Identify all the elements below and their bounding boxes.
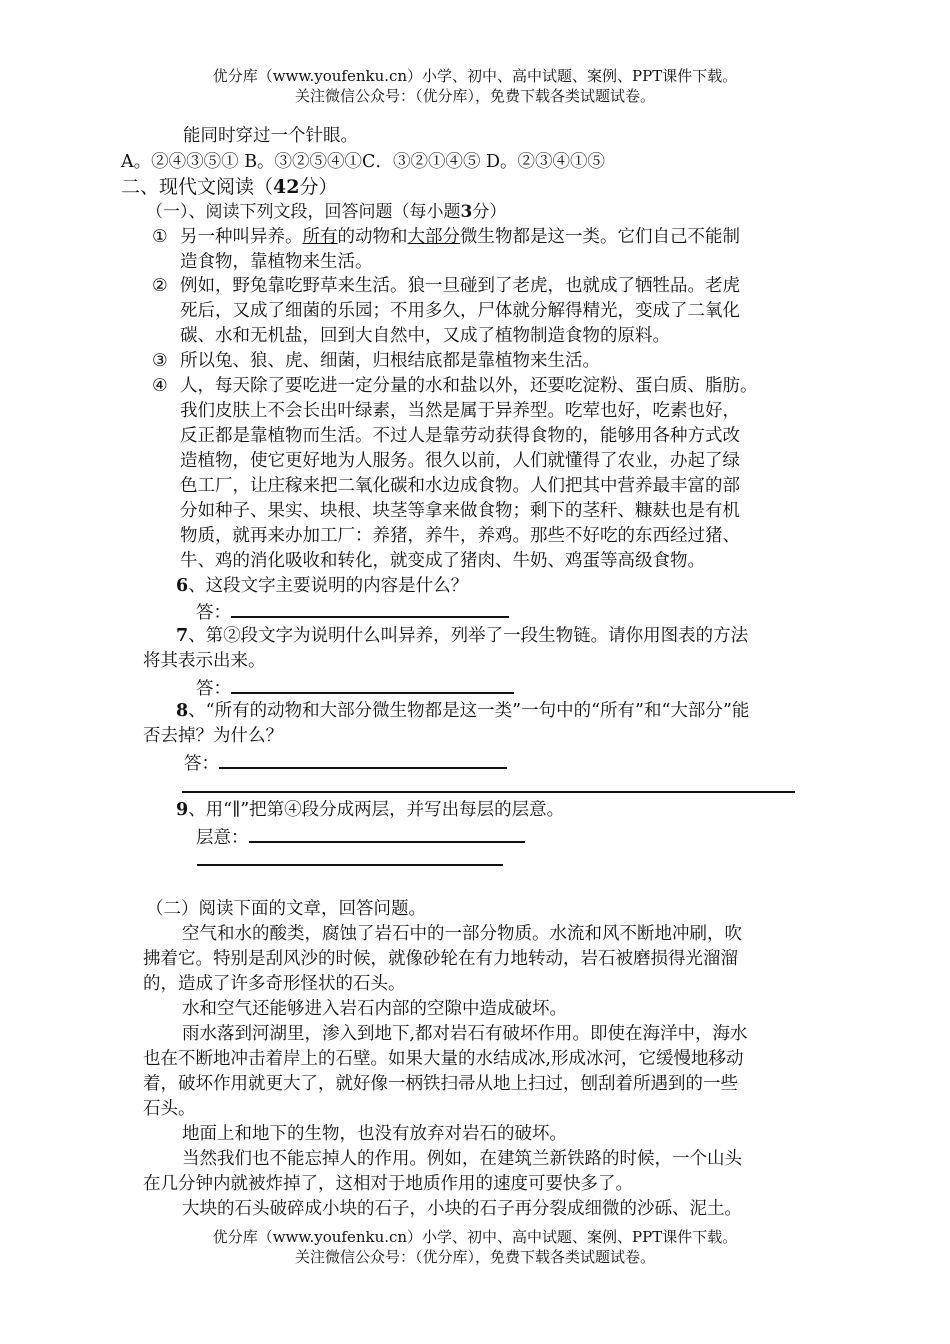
answer-label: 答： [196, 603, 231, 623]
para2-line1 [152, 274, 740, 299]
section-title-prefix: 二、现代文阅读（ [121, 176, 274, 198]
q6-answer [196, 598, 509, 626]
para4-line1 [152, 374, 758, 399]
answer-label: 层意： [196, 828, 249, 848]
para4-line6: 分如种子、果实、块根、块茎等拿来做食物；剩下的茎秆、糠麸也是有机 [180, 501, 740, 521]
question-text: 、这段文字主要说明的内容是什么？ [188, 576, 469, 596]
part2-line: 雨水落到河湖里，渗入到地下,都对岩石有破坏作用。即使在海洋中，海水 [182, 1024, 748, 1044]
q9-answer [196, 823, 525, 851]
underlined-word-suoyou: 所有 [302, 227, 338, 247]
question-7-cont: 将其表示出来。 [143, 651, 266, 671]
part2-line: 在几分钟内就被炸掉了，这相对于地质作用的速度可要快多了。 [143, 1174, 633, 1194]
para1-text-b: 的动物和 [337, 227, 408, 247]
question-number: 7 [176, 626, 189, 646]
para4-line2: 我们皮肤上不会长出叶绿素，当然是属于异养型。吃荤也好，吃素也好， [180, 401, 740, 421]
part2-line: 当然我们也不能忘掉人的作用。例如，在建筑兰新铁路的时候，一个山头 [182, 1149, 742, 1169]
para4-line7: 物质，就再来办加工厂：养猪，养牛，养鸡。那些不好吃的东西经过猪、 [180, 526, 740, 546]
part2-line: 的，造成了许多奇形怪状的石头。 [143, 974, 406, 994]
part2-intro: （二）阅读下面的文章，回答问题。 [146, 899, 426, 919]
part2-line: 也在不断地冲击着岸上的石壁。如果大量的水结成冰,形成冰河，它缓慢地移动 [143, 1049, 744, 1069]
question-text: 、“所有的动物和大部分微生物都是这一类”一句中的“所有”和“大部分”能 [188, 701, 750, 721]
answer-rule[interactable] [197, 864, 503, 866]
para2-line3: 碳、水和无机盐，回到大自然中，又成了植物制造食物的原料。 [180, 326, 670, 346]
question-7 [176, 624, 748, 649]
part2-line: 石头。 [143, 1099, 196, 1119]
answer-blank[interactable] [249, 823, 525, 843]
para2-text: 例如，野兔靠吃野草来生活。狼一旦碰到了老虎，也就成了牺牲品。老虎 [180, 276, 740, 296]
question-6 [176, 574, 468, 599]
section-title-score: 42 [273, 176, 300, 198]
part1-intro [146, 200, 506, 225]
para-number: ③ [152, 351, 168, 371]
answer-blank[interactable] [231, 674, 514, 694]
para2-line2: 死后，又成了细菌的乐园；不用多久，尸体就分解得精光，变成了二氧化 [180, 301, 740, 321]
question-9 [176, 798, 564, 823]
question-text: 、第②段文字为说明什么叫异养，列举了一段生物链。请你用图表的方法 [188, 626, 749, 646]
question-number: 9 [176, 800, 189, 820]
page-header-line1: 优分库（www.youfenku.cn）小学、初中、高中试题、案例、PPT课件下载。 [212, 67, 738, 85]
part1-intro-score: 3 [460, 202, 473, 222]
q7-answer [196, 674, 514, 702]
continuation-text: 能同时穿过一个针眼。 [183, 126, 358, 146]
para1-text-c: 微生物都是这一类。它们自己不能制 [460, 227, 740, 247]
para1-line2: 造食物，靠植物来生活。 [180, 252, 373, 272]
question-8 [176, 699, 749, 724]
part2-line: 拂着它。特别是刮风沙的时候，就像砂轮在有力地转动，岩石被磨损得光溜溜 [143, 949, 738, 969]
answer-label: 答： [196, 679, 231, 699]
para4-line8: 牛、鸡的消化吸收和转化，就变成了猪肉、牛奶、鸡蛋等高级食物。 [180, 551, 705, 571]
page-footer-line2: 关注微信公众号：（优分库），免费下载各类试题试卷。 [294, 1248, 655, 1266]
part1-intro-suffix: 分） [472, 202, 507, 222]
answer-options: A。②④③⑤① B。③②⑤④①C．③②①④⑤ D。②③④①⑤ [121, 152, 606, 172]
para4-line3: 反正都是靠植物而生活。不过人是靠劳动获得食物的，能够用各种方式改 [180, 426, 740, 446]
section-title [121, 175, 337, 200]
answer-rule[interactable] [182, 791, 795, 793]
question-number: 8 [176, 701, 189, 721]
part2-line: 地面上和地下的生物，也没有放弃对岩石的破坏。 [182, 1124, 567, 1144]
para4-text: 人，每天除了要吃进一定分量的水和盐以外，还要吃淀粉、蛋白质、脂肪。 [180, 376, 758, 396]
part2-line: 水和空气还能够进入岩石内部的空隙中造成破坏。 [182, 999, 567, 1019]
answer-label: 答： [184, 754, 219, 774]
part1-intro-text: （一）、阅读下列文段，回答问题（每小题 [146, 202, 461, 222]
para-number: ① [152, 227, 168, 247]
page-footer-line1: 优分库（www.youfenku.cn）小学、初中、高中试题、案例、PPT课件下载。 [212, 1228, 738, 1246]
answer-blank[interactable] [231, 598, 509, 618]
para1-line1 [152, 225, 740, 250]
para3-line1 [152, 349, 600, 374]
underlined-word-dabufen: 大部分 [407, 227, 460, 247]
answer-blank[interactable] [219, 749, 507, 769]
part2-line: 空气和水的酸类，腐蚀了岩石中的一部分物质。水流和风不断地冲刷，吹 [182, 924, 742, 944]
section-title-suffix: 分） [299, 176, 338, 198]
para-number: ④ [152, 376, 168, 396]
part2-line: 大块的石头破碎成小块的石子，小块的石子再分裂成细微的沙砾、泥土。 [182, 1199, 742, 1219]
question-number: 6 [176, 576, 189, 596]
para1-text-a: 另一种叫异养。 [180, 227, 303, 247]
para4-line5: 色工厂，让庄稼来把二氧化碳和水边成食物。人们把其中营养最丰富的部 [180, 476, 740, 496]
question-text: 、用“∥”把第④段分成两层，并写出每层的层意。 [188, 800, 565, 820]
part2-line: 着，破坏作用就更大了，就好像一柄铁扫帚从地上扫过，刨刮着所遇到的一些 [143, 1074, 738, 1094]
para4-line4: 造植物，使它更好地为人服务。很久以前，人们就懂得了农业，办起了绿 [180, 451, 740, 471]
q8-answer [184, 749, 507, 777]
para-number: ② [152, 276, 168, 296]
page-header-line2: 关注微信公众号：（优分库），免费下载各类试题试卷。 [294, 87, 655, 105]
para3-text: 所以兔、狼、虎、细菌，归根结底都是靠植物来生活。 [180, 351, 600, 371]
question-8-cont: 否去掉？为什么？ [143, 726, 283, 746]
